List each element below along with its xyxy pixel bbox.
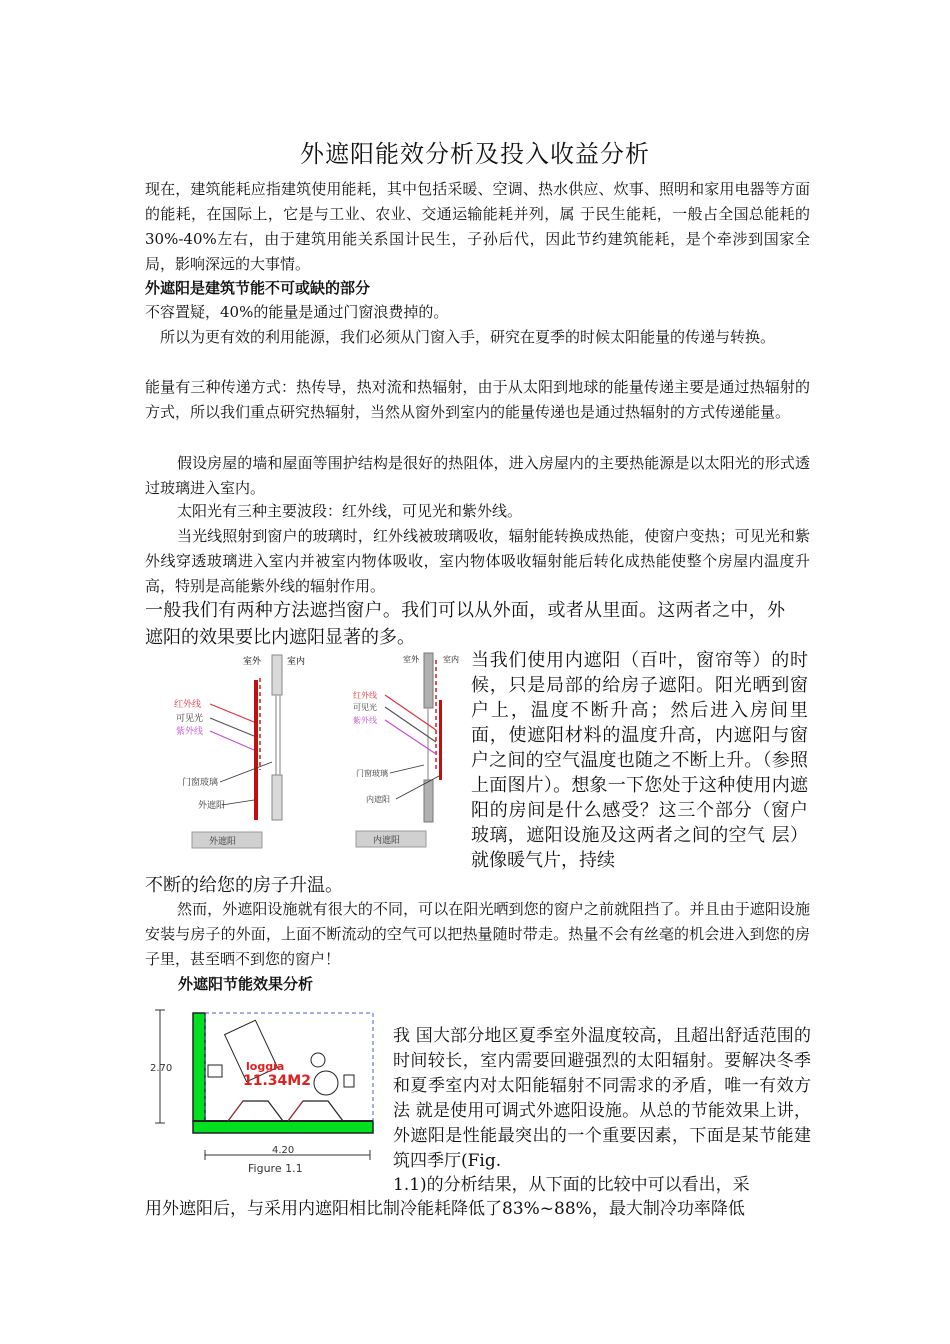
right-shade-label: 内遮阳 (366, 795, 390, 804)
left-outdoor-label: 室外 (243, 657, 262, 667)
section2-side-paragraph: 我 国大部分地区夏季室外温度较高，且超出舒适范围的时间较长，室内需要回避强烈的太阳辐射。要解决冬季和夏季室内对太阳能辐射不同需求的矛盾，唯一有效方法 就是使用可调式外遮阳设施。从总的节能效果上讲，外遮阳是性能最突出的一个重要因素，下面是某节能建筑四季厅(Fig. (393, 1026, 811, 1171)
left-caption: 外遮阳 (209, 837, 237, 847)
right-glass-label: 门窗玻璃 (356, 769, 388, 778)
figure2-caption: Figure 1.1 (248, 1162, 303, 1175)
section1-paragraph-1: 不容置疑，40%的能量是通过门窗浪费掉的。 (145, 303, 449, 321)
inner-shading-diagram (353, 653, 459, 847)
section1-side-tail: 不断的给您的房子升温。 (145, 875, 343, 896)
section1-paragraph-5: 太阳光有三种主要波段：红外线，可见光和紫外线。 (177, 502, 523, 520)
right-caption: 内遮阳 (373, 836, 401, 846)
page-title: 外遮阳能效分析及投入收益分析 (300, 140, 650, 168)
section2-tail-line-1: 1.1)的分析结果，从下面的比较中可以看出，采 (393, 1175, 750, 1195)
section2-heading: 外遮阳节能效果分析 (178, 975, 314, 993)
right-ir-label: 红外线 (353, 691, 377, 700)
room-label: loggia (246, 1060, 285, 1073)
intro-paragraph: 现在，建筑能耗应指建筑使用能耗，其中包括采暖、空调、热水供应、炊事、照明和家用电器等方面的能耗，在国际上，它是与工业、农业、交通运输能耗并列，属 于民生能耗，一般占全国总能耗的30%-40%左右，由于建筑用能关系国计民生，子孙后代，因此节约建筑能耗，是个牵涉到国家全局，影响深远的大事情。 (145, 180, 810, 273)
section2-tail-line-2: 用外遮阳后，与采用内遮阳相比制冷能耗降低了83%~88%，最大制冷功率降低 (145, 1199, 745, 1219)
outer-shading-diagram (174, 655, 305, 848)
left-glass-label: 门窗玻璃 (182, 778, 219, 788)
section1-paragraph-8: 然而，外遮阳设施就有很大的不同，可以在阳光晒到您的窗户之前就阻挡了。并且由于遮阳设施安装与房子的外面，上面不断流动的空气可以把热量随时带走。热量不会有丝毫的机会进入到您的房子里，甚至晒不到您的窗户！ (145, 900, 810, 968)
left-indoor-label: 室内 (287, 657, 306, 667)
loggia-plan-figure (148, 1005, 380, 1180)
left-visible-label: 可见光 (176, 714, 204, 724)
right-indoor-label: 室内 (443, 655, 459, 664)
left-shade-label: 外遮阳 (198, 801, 226, 811)
section1-paragraph-6: 当光线照射到窗户的玻璃时，红外线被玻璃吸收，辐射能转换成热能，使窗户变热；可见光和紫外线穿透玻璃进入室内并被室内物体吸收，室内物体吸收辐射能后转化成热能使整个房屋内温度升高，特别是高能紫外线的辐射作用。 (145, 527, 810, 595)
section1-side-paragraph: 当我们使用内遮阳（百叶，窗帘等）的时候，只是局部的给房子遮阳。阳光晒到窗户上，温度不断升高；然后进入房间里面，使遮阳材料的温度升高，内遮阳与窗 户之间的空气温度也随之不断上升。（参照上面图片）。想象一下您处于这种使用内遮阳的房间是什么感受？这三个部分（窗户玻璃，遮阳设施及这两者之间的空气 层）就像暖气片，持续 (471, 650, 808, 871)
right-outdoor-label: 室外 (403, 655, 419, 664)
width-dimension: 4.20 (272, 1145, 295, 1156)
section1-paragraph-3: 能量有三种传递方式：热传导，热对流和热辐射，由于从太阳到地球的能量传递主要是通过热辐射的方式，所以我们重点研究热辐射，当然从窗外到室内的能量传递也是通过热辐射的方式传递能量。 (145, 378, 810, 421)
left-uv-label: 紫外线 (176, 727, 204, 737)
section1-paragraph-2: 所以为更有效的利用能源，我们必须从门窗入手，研究在夏季的时候太阳能量的传递与转换。 (160, 328, 776, 346)
right-visible-label: 可见光 (353, 703, 377, 712)
left-ir-label: 红外线 (174, 700, 202, 710)
section1-paragraph-7: 一般我们有两种方法遮挡窗户。我们可以从外面，或者从里面。这两者之中，外遮阳的效果要比内遮阳显著的多。 (145, 600, 785, 648)
left-wall (193, 1013, 205, 1121)
right-uv-label: 紫外线 (353, 716, 377, 725)
shading-comparison-figure (160, 650, 460, 855)
room-area: 11.34M2 (243, 1073, 311, 1089)
height-dimension: 2.70 (150, 1063, 173, 1074)
section1-paragraph-4: 假设房屋的墙和屋面等围护结构是很好的热阻体，进入房屋内的主要热能源是以太阳光的形式透过玻璃进入室内。 (145, 454, 810, 497)
bottom-wall (193, 1121, 373, 1133)
section1-heading: 外遮阳是建筑节能不可或缺的部分 (145, 279, 371, 297)
